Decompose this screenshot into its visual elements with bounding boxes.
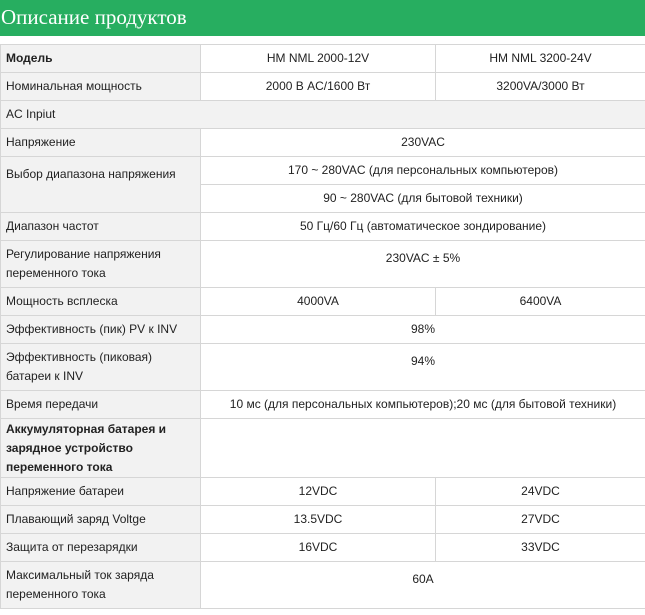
transfer-value: 10 мс (для персональных компьютеров);20 мс (для бытовой техники) [201,391,645,419]
table-row-voltage [1,129,645,157]
range-label: Выбор диапазона напряжения [1,157,201,213]
table-row-battery-section [1,419,645,478]
table-row-power [1,73,645,101]
battery-section-blank [201,419,645,478]
frequency-value: 50 Гц/60 Гц (автоматическое зондирование) [201,213,645,241]
frequency-label: Диапазон частот [1,213,201,241]
table-row-surge [1,288,645,316]
model-label: Модель [1,45,201,73]
table-row-model [1,45,645,73]
ac-regulation-label: Регулирование напряжения переменного тока [1,241,201,288]
page-title: Описание продуктов [0,0,645,36]
surge-b: 6400VA [436,288,645,316]
transfer-label: Время передачи [1,391,201,419]
ac-input-section: AC Inpiut [1,101,645,129]
range-home-value: 90 ~ 280VAC (для бытовой техники) [201,185,645,213]
battery-voltage-label: Напряжение батареи [1,478,201,506]
max-current-value: 60A [201,562,645,609]
model-a: HM NML 2000-12V [201,45,436,73]
power-label: Номинальная мощность [1,73,201,101]
table-row-ac-input [1,101,645,129]
range-pc-value: 170 ~ 280VAC (для персональных компьютеров) [201,157,645,185]
table-row-ac-regulation [1,241,645,288]
voltage-label: Напряжение [1,129,201,157]
power-b: 3200VA/3000 Вт [436,73,645,101]
specifications-table [0,44,645,609]
overcharge-label: Защита от перезарядки [1,534,201,562]
spacer [0,36,645,44]
overcharge-b: 33VDC [436,534,645,562]
efficiency-battery-label: Эффективность (пиковая) батареи к INV [1,344,201,391]
model-b: HM NML 3200-24V [436,45,645,73]
table-row-max-current [1,562,645,609]
float-a: 13.5VDC [201,506,436,534]
max-current-label: Максимальный ток заряда переменного тока [1,562,201,609]
surge-a: 4000VA [201,288,436,316]
float-b: 27VDC [436,506,645,534]
surge-label: Мощность всплеска [1,288,201,316]
table-row-float [1,506,645,534]
efficiency-battery-value: 94% [201,344,645,391]
efficiency-pv-label: Эффективность (пик) PV к INV [1,316,201,344]
table-row-range-pc [1,157,645,185]
battery-section-label: Аккумуляторная батарея и зарядное устройство переменного тока [1,419,201,478]
power-a: 2000 В AC/1600 Вт [201,73,436,101]
table-row-efficiency-pv [1,316,645,344]
battery-voltage-b: 24VDC [436,478,645,506]
float-label: Плавающий заряд Voltge [1,506,201,534]
table-row-transfer [1,391,645,419]
table-row-battery-voltage [1,478,645,506]
table-row-overcharge [1,534,645,562]
table-row-frequency [1,213,645,241]
efficiency-pv-value: 98% [201,316,645,344]
battery-voltage-a: 12VDC [201,478,436,506]
voltage-value: 230VAC [201,129,645,157]
overcharge-a: 16VDC [201,534,436,562]
ac-regulation-value: 230VAC ± 5% [201,241,645,288]
table-row-efficiency-battery [1,344,645,391]
